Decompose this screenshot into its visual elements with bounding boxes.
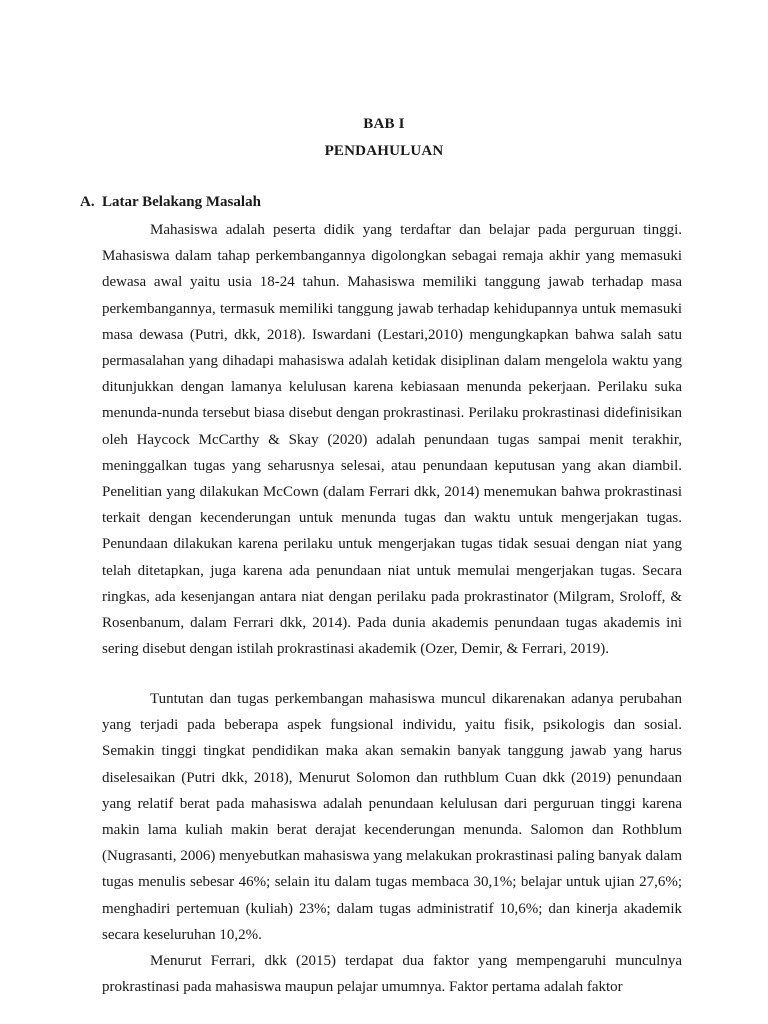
body-paragraph [102, 217, 682, 662]
section-title: Latar Belakang Masalah [102, 194, 261, 210]
paragraph-text: Menurut Ferrari, dkk (2015) terdapat dua faktor yang mempengaruhi munculnya prokrastinasi pada mahasiswa maupun pelajar umumnya. Faktor pertama adalah faktor [102, 953, 682, 996]
body-paragraph [102, 686, 682, 948]
paragraph-text: Mahasiswa adalah peserta didik yang terdaftar dan belajar pada perguruan tinggi. Mahasiswa dalam tahap perkembangannya digolongkan sebagai remaja akhir yang memasuki dewasa awal yaitu usia 18-24 tahun. Mahasiswa memiliki tanggung jawab terhadap masa perkembangannya, termasuk memiliki tanggung jawab terhadap kehidupannya untuk memasuki masa dewasa (Putri, dkk, 2018). Iswardani (Lestari,2010) mengungkapkan bahwa salah satu permasalahan yang dihadapi mahasiswa adalah ketidak disiplinan dalam mengelola waktu yang ditunjukkan dengan lamanya kelulusan karena kebiasaan menunda pekerjaan. Perilaku suka menunda-nunda tersebut biasa disebut dengan prokrastinasi. Perilaku prokrastinasi didefinisikan oleh Haycock McCarthy & Skay (2020) adalah penundaan tugas sampai menit terakhir, meninggalkan tugas yang seharusnya selesai, atau penundaan keputusan yang akan diambil. Penelitian yang dilakukan McCown (dalam Ferrari dkk, 2014) menemukan bahwa prokrastinasi terkait dengan kecenderungan untuk menunda tugas dan waktu untuk mengerjakan tugas. Penundaan dilakukan karena perilaku untuk mengerjakan tugas tidak sesuai dengan niat yang telah ditetapkan, juga karena ada penundaan niat untuk memulai mengerjakan tugas. Secara ringkas, ada kesenjangan antara niat dengan perilaku pada prokrastinator (Milgram, Sroloff, & Rosenbanum, dalam Ferrari dkk, 2014). Pada dunia akademis penundaan tugas akademis ini sering disebut dengan istilah prokrastinasi akademik (Ozer, Demir, & Ferrari, 2019). [102, 222, 682, 658]
chapter-number: BAB I [363, 116, 405, 132]
chapter-title: PENDAHULUAN [324, 143, 444, 159]
section-heading [80, 194, 261, 211]
paragraph-text: Tuntutan dan tugas perkembangan mahasiswa muncul dikarenakan adanya perubahan yang terjadi pada beberapa aspek fungsional individu, yaitu fisik, psikologis dan sosial. Semakin tinggi tingkat pendidikan maka akan semakin banyak tanggung jawab yang harus diselesaikan (Putri dkk, 2018), Menurut Solomon dan ruthblum Cuan dkk (2019) penundaan yang relatif berat pada mahasiswa adalah penundaan kelulusan dari perguruan tinggi karena makin lama kuliah makin berat derajat kecenderungan menunda. Salomon dan Rothblum (Nugrasanti, 2006) menyebutkan mahasiswa yang melakukan prokrastinasi paling banyak dalam tugas menulis sebesar 46%; selain itu dalam tugas membaca 30,1%; belajar untuk ujian 27,6%; menghadiri pertemuan (kuliah) 23%; dalam tugas administratif 10,6%; dan kinerja akademik secara keseluruhan 10,2%. [102, 691, 682, 943]
section-letter: A. [80, 194, 95, 210]
body-paragraph [102, 948, 682, 1000]
